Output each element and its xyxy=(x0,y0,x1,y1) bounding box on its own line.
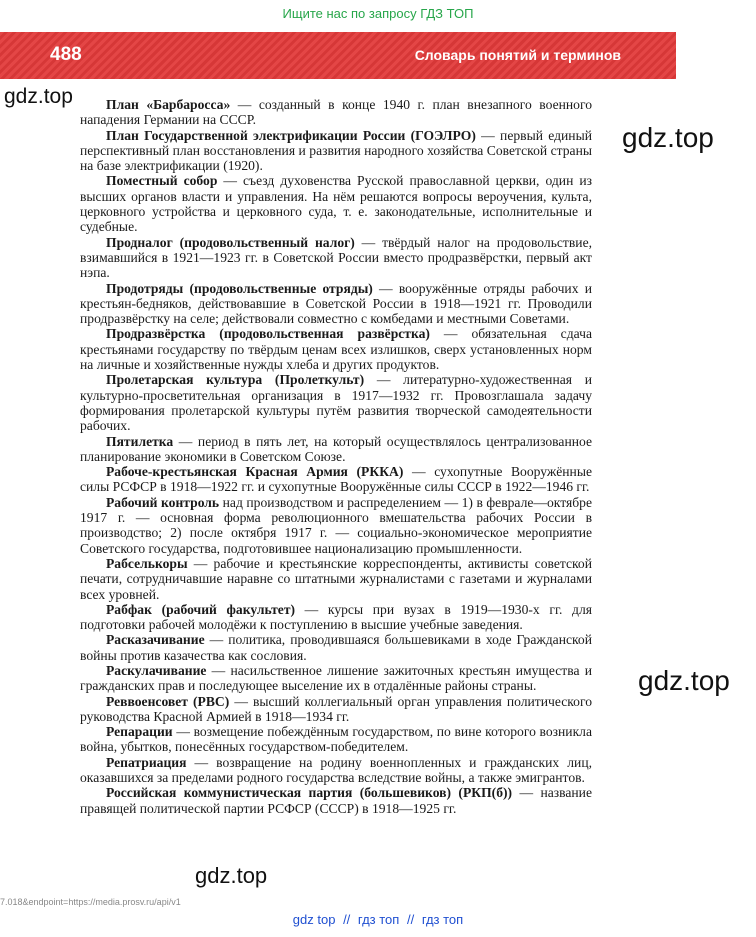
entry-definition: над производством и распределением — 1) в феврале—октябре 1917 г. — основная форма революционного вмешательства рабочих России в производство; 2) после октября 1917 г. — социально-экономическое мероприятие Советского государства, подготовившее национализацию промышленности. xyxy=(80,494,592,556)
section-title: Словарь понятий и терминов xyxy=(414,47,621,63)
footer-link[interactable]: гдз топ xyxy=(421,912,464,927)
watermark: gdz.top xyxy=(195,863,268,888)
entry-definition: — сухопутные Вооружённые силы РСФСР в 1918—1922 гг. и сухопутные Вооружённые силы СССР в 1922—1946 гг. xyxy=(80,464,593,495)
entry-term: Пятилетка xyxy=(106,433,174,449)
footer-separator: // xyxy=(343,912,351,927)
glossary-text xyxy=(80,97,592,816)
entry-term: Российская коммунистическая партия (большевиков) (РКП(б)) xyxy=(106,785,513,801)
entry-definition: — высший коллегиальный орган управления политического руководства Красной Армией в 1918—1934 гг. xyxy=(80,693,593,724)
glossary-entry xyxy=(80,173,592,234)
entry-definition: — рабочие и крестьянские корреспонденты, активисты советской печати, сотрудничавшие наравне со штатными журналистами с газетами и журналами всех уровней. xyxy=(80,555,592,602)
footer-link[interactable]: gdz top xyxy=(292,912,336,927)
entry-term: Реввоенсовет (РВС) xyxy=(106,693,230,709)
glossary-entry xyxy=(80,495,592,556)
entry-definition: — возмещение побеждённым государством, по вине которого возникла война, убытков, понесённых государством-победителем. xyxy=(80,724,592,755)
page-number: 488 xyxy=(50,44,82,65)
entry-definition: — созданный в конце 1940 г. план внезапного военного нападения Германии на СССР. xyxy=(80,97,592,128)
glossary-entry xyxy=(80,755,592,786)
glossary-entry xyxy=(80,663,592,694)
entry-definition: — твёрдый налог на продовольствие, взимавшийся в 1921—1923 гг. в Советской России вместо продразвёрстки, первый акт нэпа. xyxy=(80,234,592,281)
glossary-entry xyxy=(80,372,592,433)
footer-link[interactable]: гдз топ xyxy=(357,912,400,927)
entry-definition: — название правящей политической партии РСФСР (СССР) в 1918—1925 гг. xyxy=(80,785,592,816)
entry-term: Продотряды (продовольственные отряды) xyxy=(106,280,373,296)
footer-links xyxy=(0,912,756,927)
watermark: gdz.top xyxy=(638,665,730,696)
glossary-entry xyxy=(80,785,592,816)
entry-term: Раскулачивание xyxy=(106,662,207,678)
glossary-entry xyxy=(80,464,592,495)
entry-term: Репарации xyxy=(106,724,173,740)
glossary-entry xyxy=(80,694,592,725)
page-header-banner xyxy=(0,32,676,79)
watermark: gdz.top xyxy=(4,85,73,108)
entry-definition: — период в пять лет, на который осуществлялось централизованное планирование экономики в Советском Союзе. xyxy=(80,433,592,464)
glossary-entry xyxy=(80,602,592,633)
entry-term: Поместный собор xyxy=(106,173,218,189)
entry-definition: — первый единый перспективный план восстановления и развития народного хозяйства Советской страны на базе электрификации (1920). xyxy=(80,127,592,174)
entry-definition: — насильственное лишение зажиточных крестьян имущества и гражданских прав и последующее выселение их в отдалённые районы страны. xyxy=(80,662,592,694)
entry-term: Репатриация xyxy=(106,754,187,770)
entry-definition: — съезд духовенства Русской православной церкви, один из высших органов власти и управления. На нём решаются вопросы вероучения, культа, церковного устройства и церковного суда, т. е. законодательные, исполнительные и судебные. xyxy=(80,173,592,235)
glossary-entry xyxy=(80,632,592,663)
glossary-entry xyxy=(80,556,592,602)
entry-definition: — политика, проводившаяся большевиками в ходе Гражданской войны против казачества как сословия. xyxy=(80,632,592,663)
entry-term: Продналог (продовольственный налог) xyxy=(106,234,355,250)
glossary-entry xyxy=(80,128,592,174)
entry-definition: — курсы при вузах в 1919—1930-х гг. для подготовки рабочей молодёжи к поступлению в высшие учебные заведения. xyxy=(80,601,592,633)
glossary-entry xyxy=(80,235,592,281)
entry-term: Пролетарская культура (Пролеткульт) xyxy=(106,372,365,388)
top-search-link[interactable]: Ищите нас по запросу ГДЗ ТОП xyxy=(282,6,474,21)
entry-term: Рабочий контроль xyxy=(106,494,220,510)
entry-term: Продразвёрстка (продовольственная развёрстка) xyxy=(106,326,430,342)
glossary-entry xyxy=(80,97,592,128)
entry-term: План Государственной электрификации России (ГОЭЛРО) xyxy=(106,127,476,143)
footer-separator: // xyxy=(406,912,415,927)
entry-term: Рабоче-крестьянская Красная Армия (РККА) xyxy=(106,464,404,480)
entry-definition: — обязательная сдача крестьянами государству по твёрдым ценам всех излишков, сверх установленных норм на личные и хозяйственные нужды хлеба и других продуктов. xyxy=(80,326,592,373)
watermark: gdz.top xyxy=(622,122,714,153)
entry-definition: — литературно-художественная и культурно-просветительная организация в 1917—1932 гг. Провозглашала задачу формирования пролетарской культуры путём развития творческой самодеятельности рабочих. xyxy=(80,372,593,434)
glossary-entry xyxy=(80,724,592,755)
glossary-entry xyxy=(80,434,592,465)
glossary-entry xyxy=(80,326,592,372)
glossary-entry xyxy=(80,281,592,327)
entry-term: Рабфак (рабочий факультет) xyxy=(106,601,296,617)
entry-definition: — возвращение на родину военнопленных и гражданских лиц, оказавшихся за пределами родного государства вследствие войны, а также эмигрантов. xyxy=(80,754,592,786)
entry-definition: — вооружённые отряды рабочих и крестьян-бедняков, действовавшие в Советской России в 1918—1921 гг. Проводили продразвёрстку на селе; действовали совместно с комбедами и местными Советами. xyxy=(80,280,592,327)
entry-term: План «Барбаросса» xyxy=(106,97,231,112)
entry-term: Рабселькоры xyxy=(106,555,188,571)
entry-term: Расказачивание xyxy=(106,632,205,648)
url-fragment: 7.018&endpoint=https://media.prosv.ru/api/v1 xyxy=(0,897,181,907)
